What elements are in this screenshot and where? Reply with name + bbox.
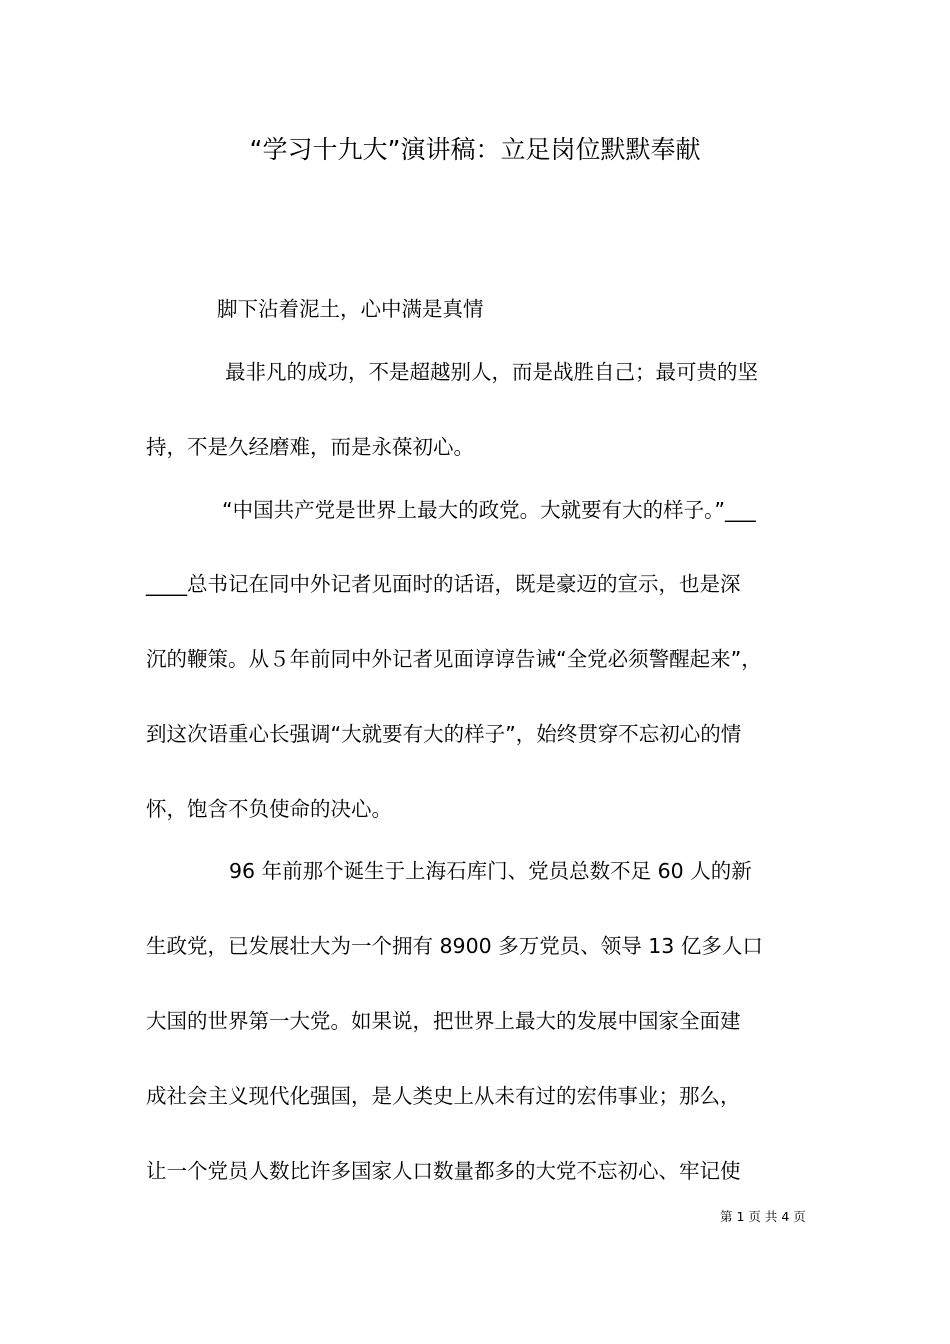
- body-line: 大国的世界第一大党。如果说，把世界上最大的发展中国家全面建: [146, 1009, 741, 1033]
- body-line-subtitle: 脚下沾着泥土，心中满是真情: [217, 297, 484, 321]
- body-line: 持，不是久经磨难，而是永葆初心。: [146, 435, 474, 459]
- body-line: ____总书记在同中外记者见面时的话语，既是豪迈的宣示，也是深: [146, 572, 741, 596]
- document-title: “学习十九大”演讲稿：立足岗位默默奉献: [249, 135, 701, 164]
- body-line: 到这次语重心长强调“大就要有大的样子”，始终贯穿不忘初心的情: [146, 722, 742, 746]
- body-line: 96 年前那个诞生于上海石库门、党员总数不足 60 人的新: [229, 859, 752, 883]
- body-line: 生政党，已发展壮大为一个拥有 8900 多万党员、领导 13 亿多人口: [146, 934, 763, 958]
- body-line: 最非凡的成功，不是超越别人，而是战胜自己；最可贵的坚: [225, 360, 758, 384]
- body-line: “中国共产党是世界上最大的政党。大就要有大的样子。”___: [222, 498, 756, 522]
- page-number-footer: 第 1 页 共 4 页: [720, 1209, 806, 1224]
- body-line: 让一个党员人数比许多国家人口数量都多的大党不忘初心、牢记使: [146, 1159, 741, 1183]
- body-line: 怀，饱含不负使命的决心。: [146, 797, 392, 821]
- body-line: 成社会主义现代化强国，是人类史上从未有过的宏伟事业；那么，: [146, 1084, 741, 1108]
- body-line: 沉的鞭策。从５年前同中外记者见面谆谆告诫“全党必须警醒起来”，: [146, 647, 762, 671]
